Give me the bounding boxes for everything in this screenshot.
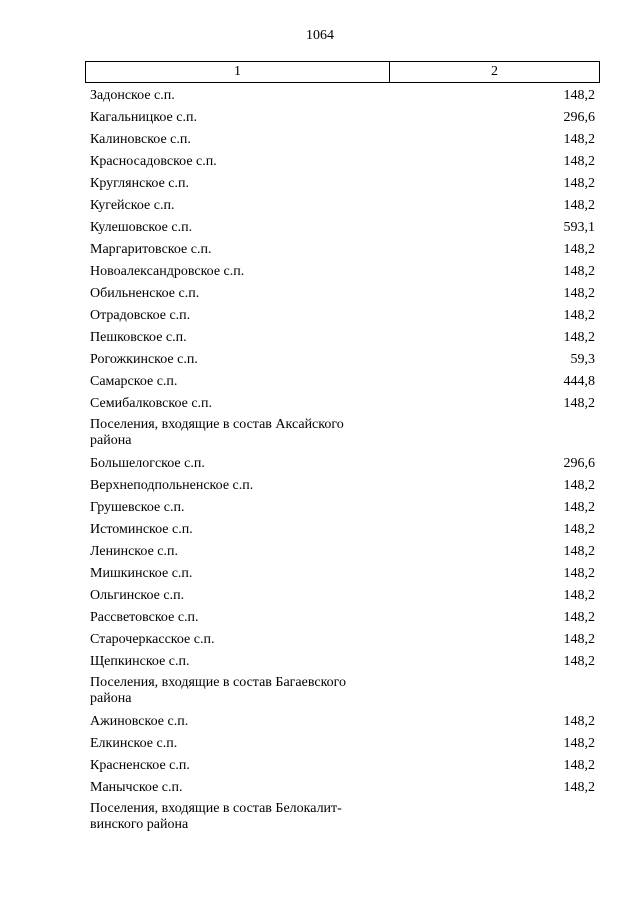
settlement-name: Истоминское с.п. xyxy=(90,522,193,537)
amount-value: 148,2 xyxy=(563,396,595,411)
group-heading: Поселения, входящие в состав Белокалит-винского района xyxy=(90,801,342,832)
table-row xyxy=(90,327,595,349)
settlement-name: Красносадовское с.п. xyxy=(90,154,217,169)
table-row xyxy=(90,651,595,673)
amount-value: 148,2 xyxy=(563,736,595,751)
table-row xyxy=(90,371,595,393)
group-heading: Поселения, входящие в состав Аксайского района xyxy=(90,417,344,448)
table-row xyxy=(90,519,595,541)
amount-value: 148,2 xyxy=(563,330,595,345)
amount-value: 148,2 xyxy=(563,264,595,279)
table-row xyxy=(90,349,595,371)
table-row xyxy=(90,711,595,733)
table-row xyxy=(90,173,595,195)
settlement-name: Семибалковское с.п. xyxy=(90,396,213,411)
settlement-name: Обильненское с.п. xyxy=(90,286,200,301)
settlement-name: Рогожкинское с.п. xyxy=(90,352,198,367)
table-row xyxy=(90,195,595,217)
settlement-name: Елкинское с.п. xyxy=(90,736,178,751)
table-row xyxy=(90,755,595,777)
table-row xyxy=(90,305,595,327)
settlement-name: Щепкинское с.п. xyxy=(90,654,190,669)
table-row xyxy=(90,629,595,651)
settlement-name: Грушевское с.п. xyxy=(90,500,185,515)
table-header xyxy=(85,61,600,83)
amount-value: 148,2 xyxy=(563,176,595,191)
table-row xyxy=(90,85,595,107)
table-row xyxy=(90,563,595,585)
amount-value: 593,1 xyxy=(563,220,595,235)
settlement-name: Кулешовское с.п. xyxy=(90,220,193,235)
amount-value: 148,2 xyxy=(563,654,595,669)
table-row xyxy=(90,585,595,607)
settlement-name: Рассветовское с.п. xyxy=(90,610,199,625)
settlement-name: Мишкинское с.п. xyxy=(90,566,193,581)
settlement-name: Верхнеподпольненское с.п. xyxy=(90,478,254,493)
amount-value: 148,2 xyxy=(563,522,595,537)
settlement-name: Задонское с.п. xyxy=(90,88,175,103)
amount-value: 148,2 xyxy=(563,132,595,147)
amount-value: 148,2 xyxy=(563,500,595,515)
amount-value: 148,2 xyxy=(563,780,595,795)
amount-value: 296,6 xyxy=(563,110,595,125)
settlement-name: Круглянское с.п. xyxy=(90,176,189,191)
amount-value: 148,2 xyxy=(563,566,595,581)
table-row xyxy=(90,777,595,799)
amount-value: 148,2 xyxy=(563,478,595,493)
amount-value: 148,2 xyxy=(563,286,595,301)
amount-value: 148,2 xyxy=(563,308,595,323)
table-row xyxy=(90,151,595,173)
amount-value: 148,2 xyxy=(563,588,595,603)
settlement-name: Маргаритовское с.п. xyxy=(90,242,212,257)
settlement-name: Ажиновское с.п. xyxy=(90,714,189,729)
table-row xyxy=(90,239,595,261)
table-row xyxy=(90,453,595,475)
settlement-name: Манычское с.п. xyxy=(90,780,183,795)
amount-value: 148,2 xyxy=(563,88,595,103)
settlement-name: Отрадовское с.п. xyxy=(90,308,191,323)
table-row xyxy=(90,129,595,151)
table-row xyxy=(90,497,595,519)
settlement-name: Калиновское с.п. xyxy=(90,132,191,147)
amount-value: 59,3 xyxy=(570,352,595,367)
amount-value: 148,2 xyxy=(563,154,595,169)
amount-value: 148,2 xyxy=(563,758,595,773)
settlement-name: Самарское с.п. xyxy=(90,374,178,389)
table-row xyxy=(90,733,595,755)
amount-value: 148,2 xyxy=(563,632,595,647)
settlement-name: Кагальницкое с.п. xyxy=(90,110,197,125)
table-row xyxy=(90,541,595,563)
amount-value: 148,2 xyxy=(563,198,595,213)
settlement-name: Красненское с.п. xyxy=(90,758,190,773)
amount-value: 148,2 xyxy=(563,544,595,559)
table-row xyxy=(90,393,595,415)
table-row xyxy=(90,107,595,129)
amount-value: 148,2 xyxy=(563,714,595,729)
table-row xyxy=(90,475,595,497)
amount-value: 148,2 xyxy=(563,610,595,625)
settlement-name: Старочеркасское с.п. xyxy=(90,632,215,647)
table-row xyxy=(90,283,595,305)
table-row xyxy=(90,217,595,239)
amount-value: 444,8 xyxy=(563,374,595,389)
amount-value: 148,2 xyxy=(563,242,595,257)
column-header-2: 2 xyxy=(491,64,498,79)
column-header-1: 1 xyxy=(86,62,390,82)
group-heading: Поселения, входящие в состав Багаевского района xyxy=(90,675,347,706)
settlement-name: Кугейское с.п. xyxy=(90,198,175,213)
settlement-name: Пешковское с.п. xyxy=(90,330,187,345)
settlement-name: Большелогское с.п. xyxy=(90,456,205,471)
amount-value: 296,6 xyxy=(563,456,595,471)
table-row xyxy=(90,607,595,629)
table-row xyxy=(90,261,595,283)
settlement-list xyxy=(90,85,595,837)
settlement-name: Ленинское с.п. xyxy=(90,544,178,559)
settlement-name: Новоалександровское с.п. xyxy=(90,264,245,279)
settlement-name: Ольгинское с.п. xyxy=(90,588,185,603)
page-number: 1064 xyxy=(306,28,334,43)
